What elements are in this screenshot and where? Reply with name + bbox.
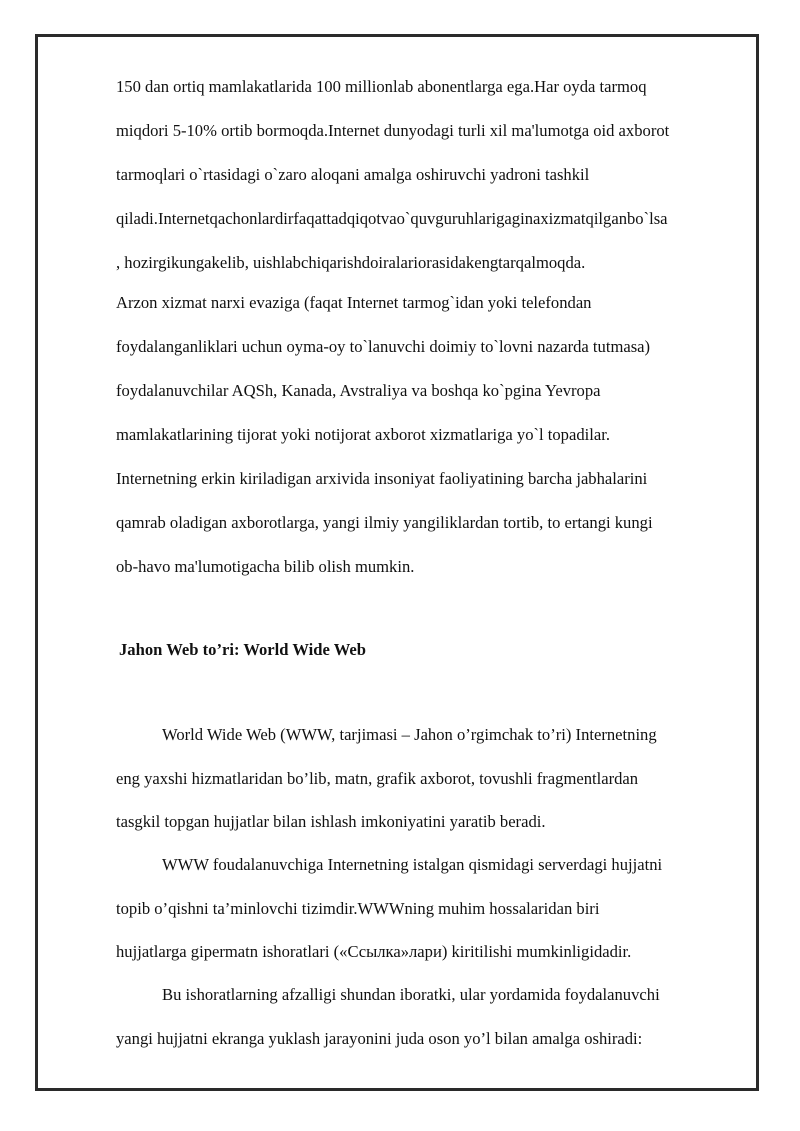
text-line: yangi hujjatni ekranga yuklash jarayonini juda oson yo’l bilan amalga oshiradi:	[116, 1029, 643, 1048]
text-line: Internetning erkin kiriladigan arxivida insoniyat faoliyatining barcha jabhalarini	[116, 469, 648, 488]
text-line: qiladi.Internetqachonlardirfaqattadqiqotvao`quvguruhlarigaginaxizmatqilganbo`lsa	[116, 209, 668, 228]
text-line: World Wide Web (WWW, tarjimasi – Jahon o’rgimchak to’ri) Internetning	[162, 725, 657, 744]
text-line: miqdori 5-10% ortib bormoqda.Internet dunyodagi turli xil ma'lumotga oid axborot	[116, 121, 670, 140]
text-line: topib o’qishni ta’minlovchi tizimdir.WWWning muhim hossalaridan biri	[116, 899, 600, 918]
text-line: tarmoqlari o`rtasidagi o`zaro aloqani amalga oshiruvchi yadroni tashkil	[116, 165, 590, 184]
text-line: qamrab oladigan axborotlarga, yangi ilmiy yangiliklardan tortib, to ertangi kungi	[116, 513, 653, 532]
text-line: ob-havo ma'lumotigacha bilib olish mumkin.	[116, 557, 415, 576]
text-line: 150 dan ortiq mamlakatlarida 100 millionlab abonentlarga ega.Har oyda tarmoq	[116, 77, 647, 96]
text-line: , hozirgikungakelib, uishlabchiqarishdoiralariorasidakengtarqalmoqda.	[116, 253, 586, 272]
text-line: foydalanuvchilar AQSh, Kanada, Avstraliya va boshqa ko`pgina Yevropa	[116, 381, 601, 400]
text-line: WWW foudalanuvchiga Internetning istalgan qismidagi serverdagi hujjatni	[162, 855, 663, 874]
section-heading: Jahon Web to’ri: World Wide Web	[119, 640, 366, 659]
text-line: Bu ishoratlarning afzalligi shundan iboratki, ular yordamida foydalanuvchi	[162, 985, 660, 1004]
text-line: hujjatlarga gipermatn ishoratlari («Ссылка»лари) kiritilishi mumkinligidadir.	[116, 942, 632, 961]
text-line: eng yaxshi hizmatlaridan bo’lib, matn, grafik axborot, tovushli fragmentlardan	[116, 769, 639, 788]
text-line: tasgkil topgan hujjatlar bilan ishlash imkoniyatini yaratib beradi.	[116, 812, 546, 831]
text-line: mamlakatlarining tijorat yoki notijorat axborot xizmatlariga yo`l topadilar.	[116, 425, 610, 444]
text-line: Arzon xizmat narxi evaziga (faqat Internet tarmog`idan yoki telefondan	[116, 293, 592, 312]
text-line: foydalanganliklari uchun oyma-oy to`lanuvchi doimiy to`lovni nazarda tutmasa)	[116, 337, 651, 356]
